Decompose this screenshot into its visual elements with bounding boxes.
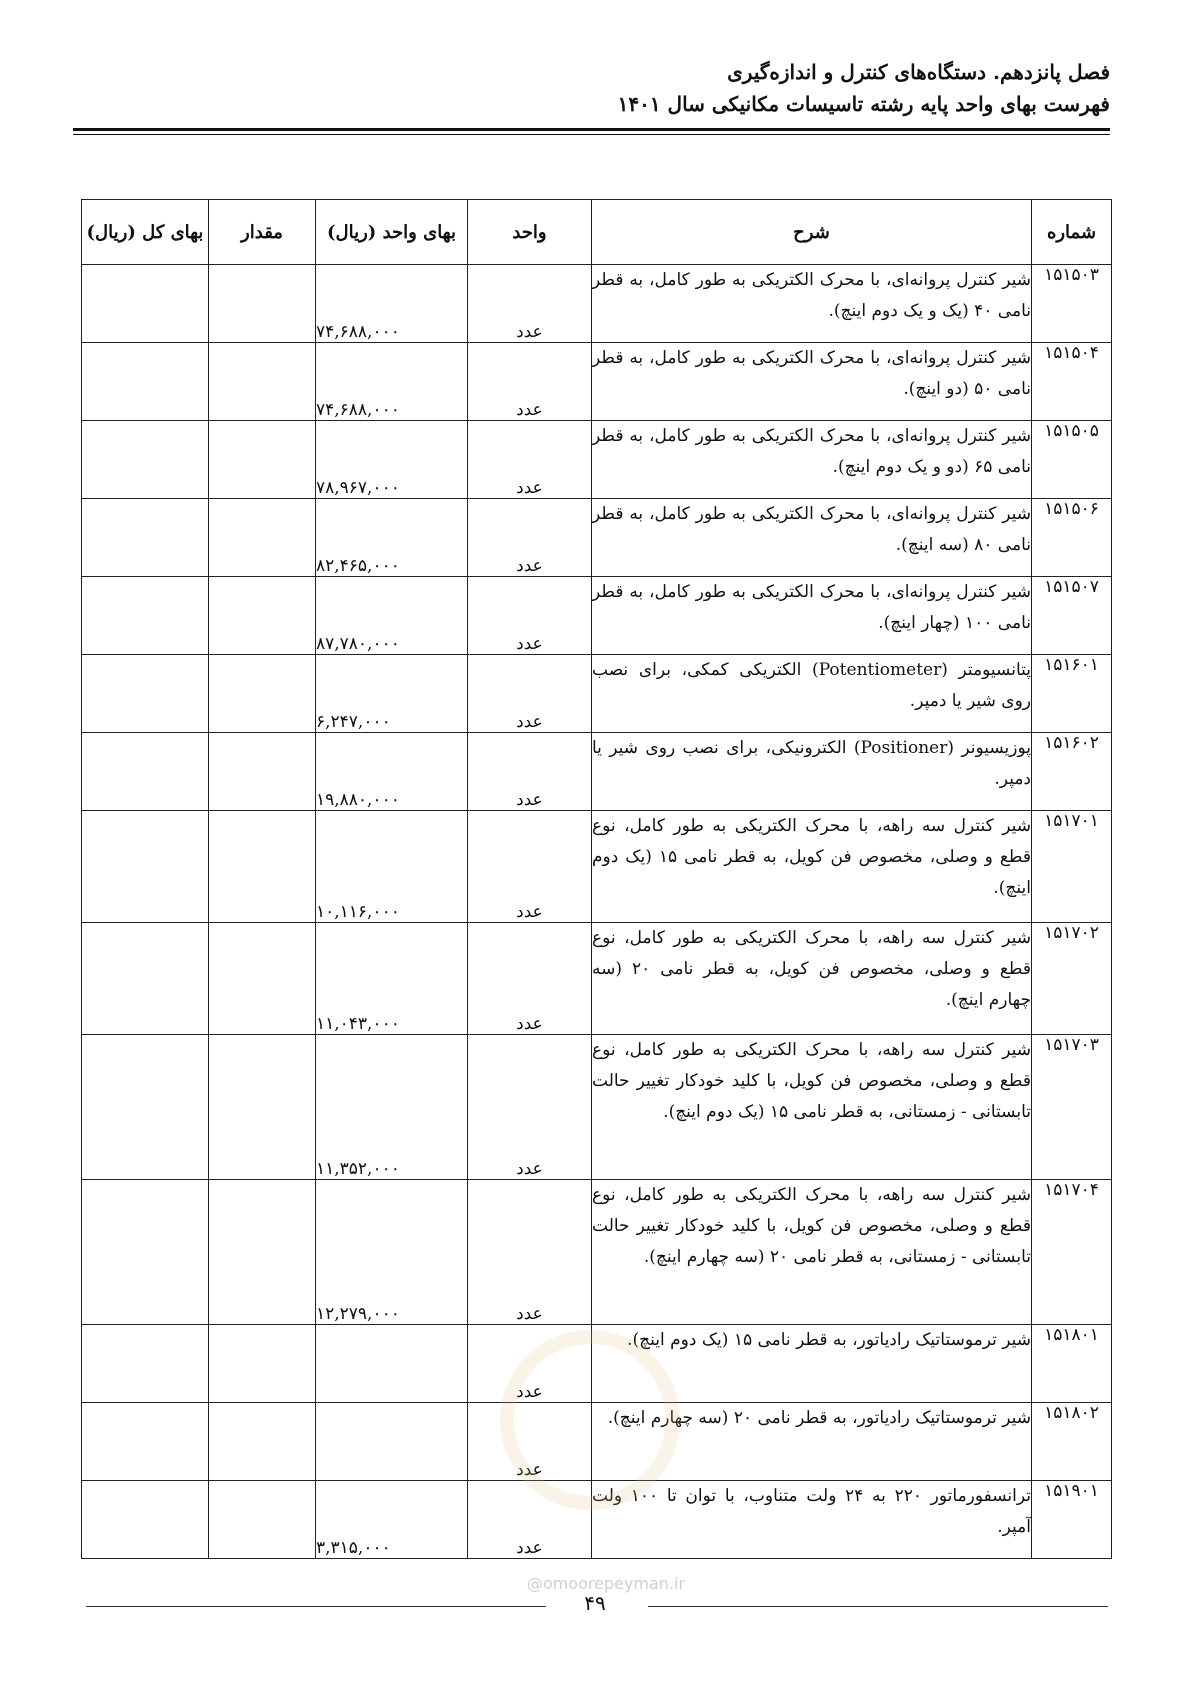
row-quantity: [209, 343, 316, 421]
row-total-price: [82, 1035, 209, 1180]
row-total-price: [82, 1325, 209, 1403]
row-unit-price: ۱۱,۳۵۲,۰۰۰: [316, 1035, 468, 1180]
row-number: ۱۵۱۹۰۱: [1032, 1481, 1112, 1559]
row-quantity: [209, 811, 316, 923]
row-quantity: [209, 1403, 316, 1481]
row-quantity: [209, 1481, 316, 1559]
watermark-url: @omoorepeyman.ir: [526, 1574, 686, 1593]
row-total-price: [82, 655, 209, 733]
row-unit-price: ۷۸,۹۶۷,۰۰۰: [316, 421, 468, 499]
col-unit-header: واحد: [468, 200, 592, 265]
row-description: پتانسیومتر (Potentiometer) الکتریکی کمکی، برای نصب روی شیر یا دمپر.: [592, 655, 1032, 733]
row-total-price: [82, 343, 209, 421]
page-number: ۴۹: [584, 1591, 606, 1615]
table-row: [82, 577, 1112, 655]
row-unit-price: [316, 1325, 468, 1403]
watermark-seal: [500, 1330, 680, 1510]
row-unit-price: ۳,۳۱۵,۰۰۰: [316, 1481, 468, 1559]
row-unit: عدد: [468, 1035, 592, 1180]
row-number: ۱۵۱۶۰۲: [1032, 733, 1112, 811]
row-description: شیر کنترل سه راهه، با محرک الکتریکی به طور کامل، نوع قطع و وصلی، مخصوص فن کویل، به قطر نامی ۱۵ (یک دوم اینچ).: [592, 811, 1032, 923]
row-unit: عدد: [468, 1325, 592, 1403]
page-header: [70, 56, 1110, 120]
header-rule-thick: [73, 128, 1110, 131]
row-number: ۱۵۱۷۰۴: [1032, 1180, 1112, 1325]
row-total-price: [82, 811, 209, 923]
footer-rule-right: [648, 1606, 1108, 1607]
row-unit-price: ۱۰,۱۱۶,۰۰۰: [316, 811, 468, 923]
row-description: شیر کنترل پروانه‌ای، با محرک الکتریکی به طور کامل، به قطر نامی ۴۰ (یک و یک دوم اینچ).: [592, 265, 1032, 343]
row-number: ۱۵۱۸۰۲: [1032, 1403, 1112, 1481]
row-unit-price: ۸۷,۷۸۰,۰۰۰: [316, 577, 468, 655]
table-row: [82, 1035, 1112, 1180]
row-quantity: [209, 265, 316, 343]
row-unit: عدد: [468, 811, 592, 923]
row-number: ۱۵۱۶۰۱: [1032, 655, 1112, 733]
row-number: ۱۵۱۵۰۶: [1032, 499, 1112, 577]
row-quantity: [209, 655, 316, 733]
row-total-price: [82, 421, 209, 499]
row-unit-price: ۶,۲۴۷,۰۰۰: [316, 655, 468, 733]
row-unit-price: [316, 1403, 468, 1481]
row-total-price: [82, 499, 209, 577]
table-header-row: [82, 200, 1112, 265]
row-total-price: [82, 733, 209, 811]
table-row: [82, 811, 1112, 923]
table-row: [82, 499, 1112, 577]
row-number: ۱۵۱۸۰۱: [1032, 1325, 1112, 1403]
row-description: ترانسفورماتور ۲۲۰ به ۲۴ ولت متناوب، با توان تا ۱۰۰ ولت آمپر.: [592, 1481, 1032, 1559]
row-description: شیر کنترل پروانه‌ای، با محرک الکتریکی به طور کامل، به قطر نامی ۶۵ (دو و یک دوم اینچ).: [592, 421, 1032, 499]
row-total-price: [82, 1180, 209, 1325]
row-quantity: [209, 421, 316, 499]
col-total-price-header: بهای کل (ریال): [82, 200, 209, 265]
row-description: شیر ترموستاتیک رادیاتور، به قطر نامی ۱۵ (یک دوم اینچ).: [592, 1325, 1032, 1403]
row-description: شیر کنترل سه راهه، با محرک الکتریکی به طور کامل، نوع قطع و وصلی، مخصوص فن کویل، به قطر نامی ۲۰ (سه چهارم اینچ).: [592, 923, 1032, 1035]
col-unit-price-header: بهای واحد (ریال): [316, 200, 468, 265]
row-unit: عدد: [468, 1481, 592, 1559]
row-number: ۱۵۱۵۰۳: [1032, 265, 1112, 343]
col-quantity-header: مقدار: [209, 200, 316, 265]
row-description: شیر کنترل پروانه‌ای، با محرک الکتریکی به طور کامل، به قطر نامی ۸۰ (سه اینچ).: [592, 499, 1032, 577]
row-number: ۱۵۱۵۰۷: [1032, 577, 1112, 655]
header-rule-thin: [73, 134, 1110, 135]
row-total-price: [82, 1481, 209, 1559]
row-description: شیر ترموستاتیک رادیاتور، به قطر نامی ۲۰ (سه چهارم اینچ).: [592, 1403, 1032, 1481]
row-unit: عدد: [468, 421, 592, 499]
footer-rule-left: [86, 1606, 546, 1607]
row-quantity: [209, 923, 316, 1035]
row-unit: عدد: [468, 733, 592, 811]
row-unit: عدد: [468, 499, 592, 577]
row-number: ۱۵۱۵۰۴: [1032, 343, 1112, 421]
row-unit-price: ۸۲,۴۶۵,۰۰۰: [316, 499, 468, 577]
row-unit-price: ۷۴,۶۸۸,۰۰۰: [316, 265, 468, 343]
row-unit-price: ۷۴,۶۸۸,۰۰۰: [316, 343, 468, 421]
table-row: [82, 421, 1112, 499]
table-row: [82, 923, 1112, 1035]
document-title: فهرست بهای واحد پایه رشته تاسیسات مکانیکی سال ۱۴۰۱: [617, 92, 1110, 116]
row-number: ۱۵۱۵۰۵: [1032, 421, 1112, 499]
row-description: شیر کنترل پروانه‌ای، با محرک الکتریکی به طور کامل، به قطر نامی ۵۰ (دو اینچ).: [592, 343, 1032, 421]
row-number: ۱۵۱۷۰۱: [1032, 811, 1112, 923]
row-quantity: [209, 1180, 316, 1325]
row-number: ۱۵۱۷۰۳: [1032, 1035, 1112, 1180]
row-unit: عدد: [468, 577, 592, 655]
row-unit: عدد: [468, 343, 592, 421]
table-row: [82, 1180, 1112, 1325]
row-total-price: [82, 923, 209, 1035]
row-description: شیر کنترل پروانه‌ای، با محرک الکتریکی به طور کامل، به قطر نامی ۱۰۰ (چهار اینچ).: [592, 577, 1032, 655]
row-description: شیر کنترل سه راهه، با محرک الکتریکی به طور کامل، نوع قطع و وصلی، مخصوص فن کویل، با کلید خودکار تغییر حالت تابستانی - زمستانی، به قطر نامی ۱۵ (یک دوم اینچ).: [592, 1035, 1032, 1180]
row-number: ۱۵۱۷۰۲: [1032, 923, 1112, 1035]
row-unit-price: ۱۱,۰۴۳,۰۰۰: [316, 923, 468, 1035]
table-row: [82, 265, 1112, 343]
row-unit: عدد: [468, 923, 592, 1035]
table-row: [82, 733, 1112, 811]
row-total-price: [82, 577, 209, 655]
table-row: [82, 343, 1112, 421]
row-quantity: [209, 577, 316, 655]
row-unit: عدد: [468, 1403, 592, 1481]
row-quantity: [209, 733, 316, 811]
row-total-price: [82, 1403, 209, 1481]
row-description: شیر کنترل سه راهه، با محرک الکتریکی به طور کامل، نوع قطع و وصلی، مخصوص فن کویل، با کلید خودکار تغییر حالت تابستانی - زمستانی، به قطر نامی ۲۰ (سه چهارم اینچ).: [592, 1180, 1032, 1325]
col-description-header: شرح: [592, 200, 1032, 265]
row-unit: عدد: [468, 655, 592, 733]
col-number-header: شماره: [1032, 200, 1112, 265]
row-quantity: [209, 1325, 316, 1403]
row-total-price: [82, 265, 209, 343]
row-unit-price: ۱۹,۸۸۰,۰۰۰: [316, 733, 468, 811]
row-quantity: [209, 1035, 316, 1180]
row-unit: عدد: [468, 265, 592, 343]
row-unit-price: ۱۲,۲۷۹,۰۰۰: [316, 1180, 468, 1325]
row-quantity: [209, 499, 316, 577]
table-row: [82, 655, 1112, 733]
row-unit: عدد: [468, 1180, 592, 1325]
chapter-title: فصل پانزدهم. دستگاه‌های کنترل و اندازه‌گیری: [727, 60, 1110, 84]
row-description: پوزیسیونر (Positioner) الکترونیکی، برای نصب روی شیر یا دمپر.: [592, 733, 1032, 811]
